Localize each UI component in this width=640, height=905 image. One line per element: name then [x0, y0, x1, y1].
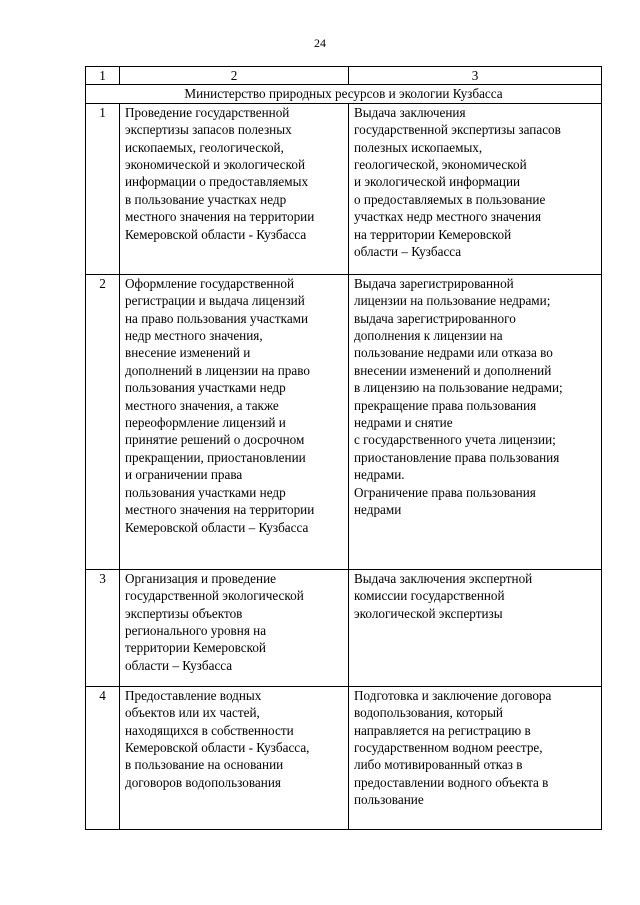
service-text: Проведение государственной экспертизы запасов полезных ископаемых, геологической, экономической и экологической информации о предоставляемых в пользование участках недр местного значения на территории Кемеровской области - Кузбасса	[125, 104, 315, 242]
table-header-row	[86, 67, 602, 85]
result-text: Выдача зарегистрированной лицензии на пользование недрами; выдача зарегистрированного дополнения к лицензии на пользование недрами или отказа во внесении изменений и дополнений в лицензию на пользование недрами; прекращение права пользования недрами и снятие с государственного учета лицензии; приостановление права пользования недрами. Ограничение права пользования недрами	[354, 275, 563, 518]
table-row	[86, 103, 602, 274]
table-row	[86, 569, 602, 686]
row-number: 1	[86, 103, 120, 274]
row-number: 2	[86, 274, 120, 569]
result-text: Выдача заключения государственной экспертизы запасов полезных ископаемых, геологической, экономической и экологической информации о предоставляемых в пользование участках недр местного значения на территории Кемеровской области – Кузбасса	[354, 104, 561, 260]
header-col-2: 2	[120, 67, 349, 85]
table-row	[86, 686, 602, 829]
service-cell	[120, 274, 349, 569]
service-text: Организация и проведение государственной экологической экспертизы объектов регионального уровня на территории Кемеровской области – Кузбасса	[125, 570, 304, 673]
row-number: 3	[86, 569, 120, 686]
page-number: 24	[314, 36, 326, 50]
row-number: 4	[86, 686, 120, 829]
services-table	[85, 66, 602, 830]
result-cell	[349, 274, 602, 569]
result-cell	[349, 103, 602, 274]
service-cell	[120, 103, 349, 274]
result-cell	[349, 686, 602, 829]
service-cell	[120, 569, 349, 686]
service-cell	[120, 686, 349, 829]
header-col-1: 1	[86, 67, 120, 85]
service-text: Оформление государственной регистрации и выдача лицензий на право пользования участками недр местного значения, внесение изменений и дополнений в лицензии на право пользования участками недр местного значения, а также переоформление лицензий и принятие решений о досрочном прекращении, приостановлении и ограничении права пользования участками недр местного значения на территории Кемеровской области – Кузбасса	[125, 275, 315, 535]
header-col-3: 3	[349, 67, 602, 85]
service-text: Предоставление водных объектов или их частей, находящихся в собственности Кемеровской области - Кузбасса, в пользование на основании договоров водопользования	[125, 687, 310, 790]
section-title: Министерство природных ресурсов и экологии Кузбасса	[86, 85, 602, 103]
table-row	[86, 274, 602, 569]
section-row	[86, 85, 602, 103]
result-text: Выдача заключения экспертной комиссии государственной экологической экспертизы	[354, 570, 533, 621]
result-text: Подготовка и заключение договора водопользования, который направляется на регистрацию в государственном водном реестре, либо мотивированный отказ в предоставлении водного объекта в пользование	[354, 687, 552, 808]
result-cell	[349, 569, 602, 686]
